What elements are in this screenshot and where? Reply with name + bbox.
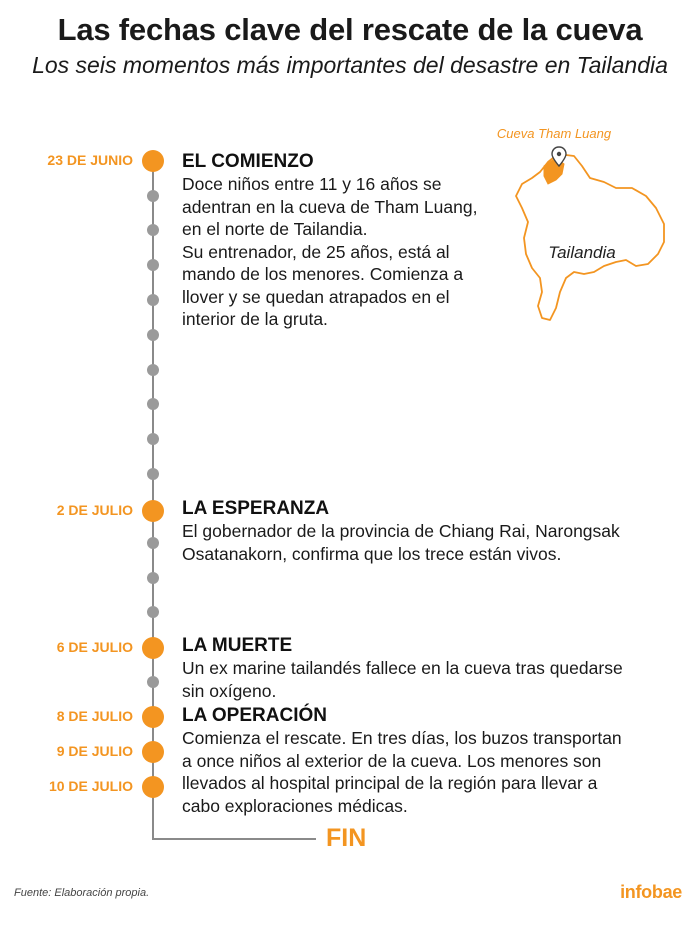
event-block (182, 635, 662, 702)
date-label: 6 DE JULIO (56, 639, 133, 655)
timeline-day-dot (147, 294, 159, 306)
date-label: 9 DE JULIO (56, 743, 133, 759)
event-block (182, 151, 502, 331)
thailand-outline (516, 154, 664, 320)
date-label: 10 DE JULIO (48, 778, 133, 794)
timeline-key-dot (142, 500, 164, 522)
date-label: 2 DE JULIO (56, 502, 133, 518)
timeline-day-dot (147, 572, 159, 584)
timeline-day-dot (147, 606, 159, 618)
event-title: LA ESPERANZA (182, 498, 330, 519)
thailand-map (486, 122, 686, 332)
timeline-day-dot (147, 537, 159, 549)
page-title: Las fechas clave del rescate de la cueva (57, 12, 643, 47)
timeline-key-dot (142, 776, 164, 798)
event-title: LA OPERACIÓN (182, 705, 327, 726)
timeline-day-dot (147, 329, 159, 341)
timeline-day-dot (147, 433, 159, 445)
timeline-end-line (152, 838, 316, 840)
event-title: EL COMIENZO (182, 151, 314, 172)
timeline-day-dot (147, 259, 159, 271)
infobae-logo: infobae (620, 882, 682, 902)
map-country-label: Tailandia (548, 243, 616, 262)
map-cave-label: Cueva Tham Luang (496, 126, 612, 141)
timeline-key-dot (142, 706, 164, 728)
page-subtitle: Los seis momentos más importantes del desastre en Tailandia (32, 52, 668, 78)
timeline-end-label: FIN (326, 824, 367, 852)
timeline-day-dot (147, 224, 159, 236)
date-label: 8 DE JULIO (56, 708, 133, 724)
timeline-key-dot (142, 741, 164, 763)
event-text: Un ex marine tailandés fallece en la cueva tras quedarse sin oxígeno. (182, 658, 623, 701)
source-note: Fuente: Elaboración propia. (14, 887, 150, 899)
timeline-day-dot (147, 676, 159, 688)
timeline-day-dot (147, 468, 159, 480)
timeline-key-dot (142, 150, 164, 172)
timeline-day-dot (147, 398, 159, 410)
timeline-day-dot (147, 190, 159, 202)
date-label: 23 DE JUNIO (47, 152, 133, 168)
event-text: Doce niños entre 11 y 16 años se adentran en la cueva de Tham Luang, en el norte de Tailandia. Su entrenador, de 25 años, está al mando de los menores. Comienza a llover y se quedan atrapados en el interior de la gruta. (182, 174, 478, 329)
event-text: Comienza el rescate. En tres días, los buzos transportan a once niños al exterior de la cueva. Los menores son llevados al hospital principal de la región para llevar a cabo exploraciones médicas. (182, 728, 622, 816)
timeline-day-dot (147, 364, 159, 376)
event-block (182, 705, 662, 817)
event-title: LA MUERTE (182, 635, 293, 656)
event-block (182, 498, 662, 565)
timeline-key-dot (142, 637, 164, 659)
event-text: El gobernador de la provincia de Chiang Rai, Narongsak Osatanakorn, confirma que los trece están vivos. (182, 521, 620, 564)
